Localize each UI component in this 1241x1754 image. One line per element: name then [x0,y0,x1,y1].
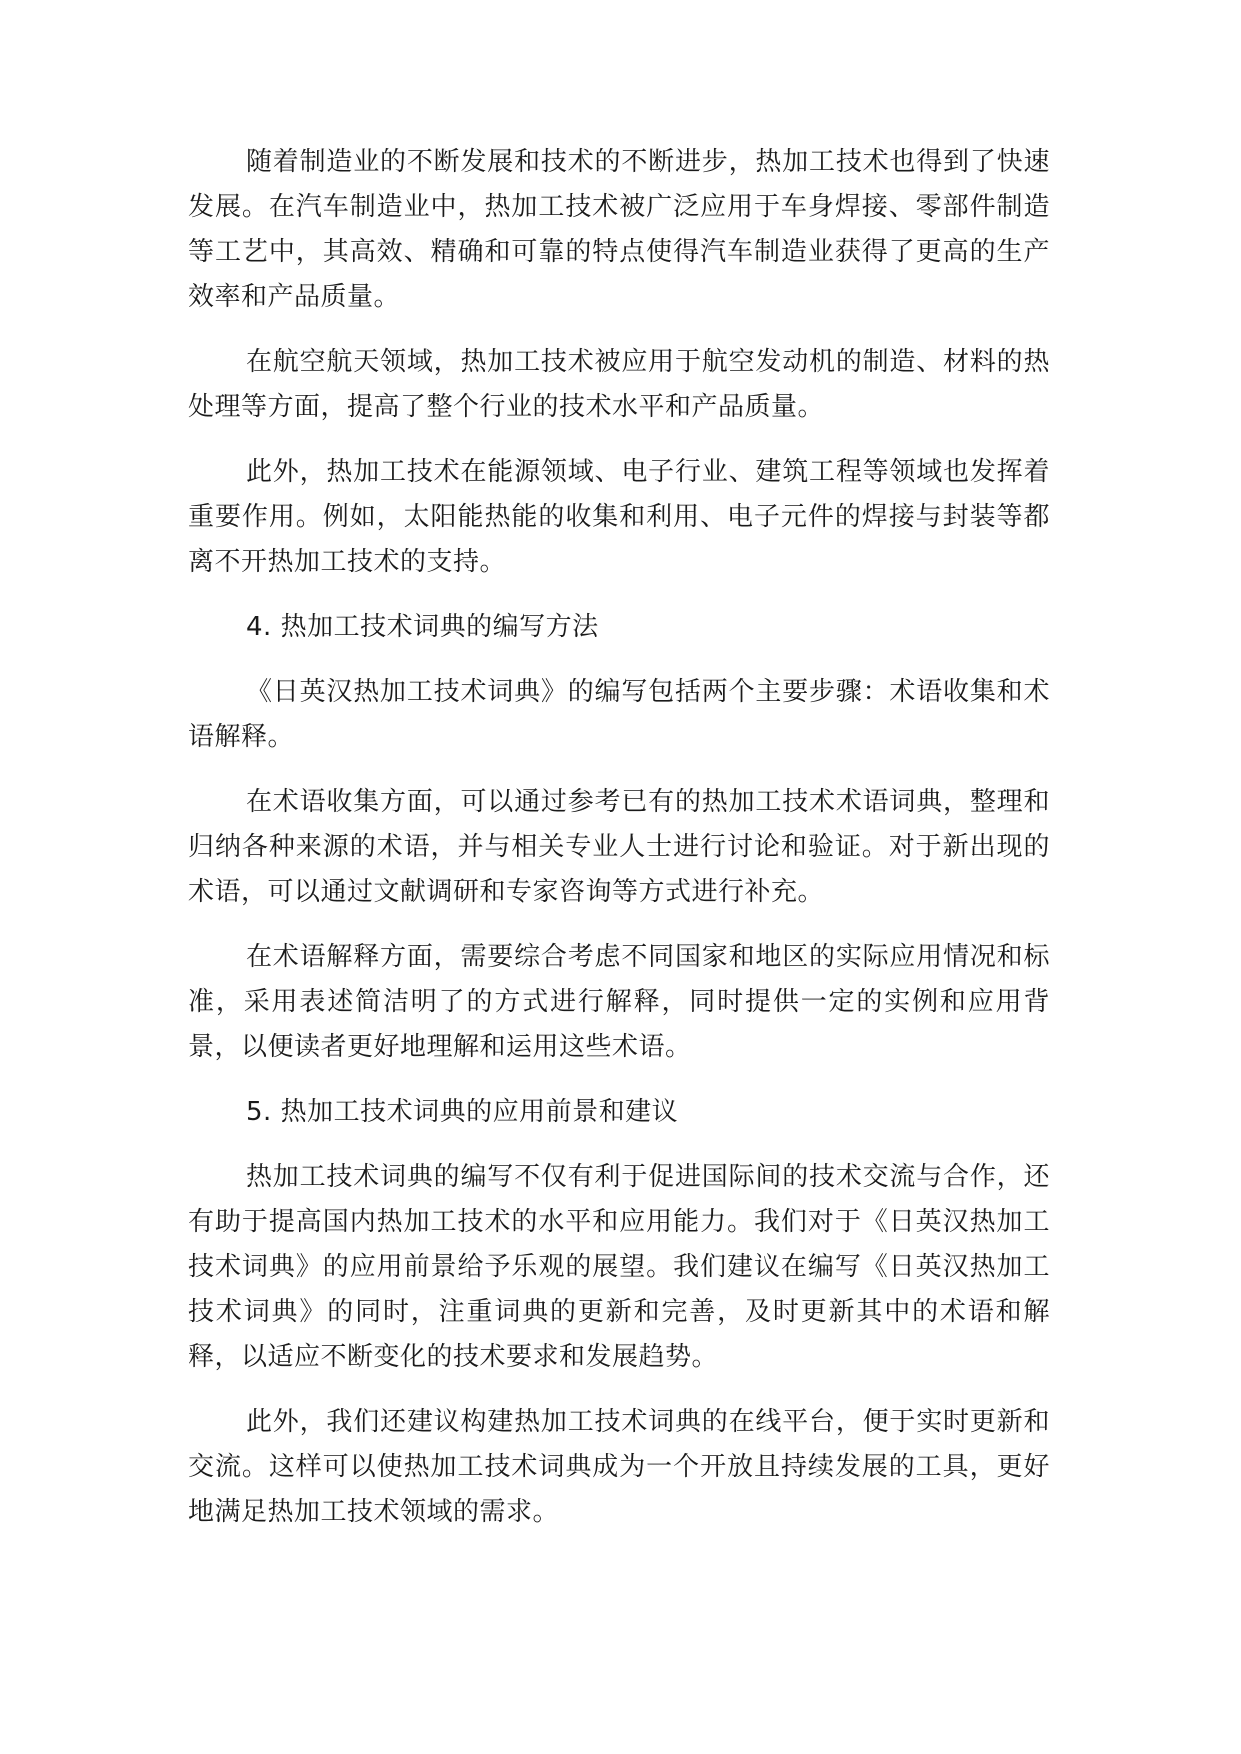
paragraph: 《日英汉热加工技术词典》的编写包括两个主要步骤：术语收集和术语解释。 [188,677,1050,752]
paragraph: 热加工技术词典的编写不仅有利于促进国际间的技术交流与合作，还有助于提高国内热加工技术的水平和应用能力。我们对于《日英汉热加工技术词典》的应用前景给予乐观的展望。我们建议在编写《日英汉热加工技术词典》的同时，注重词典的更新和完善，及时更新其中的术语和解释，以适应不断变化的技术要求和发展趋势。 [188,1162,1050,1372]
paragraph: 在航空航天领域，热加工技术被应用于航空发动机的制造、材料的热处理等方面，提高了整个行业的技术水平和产品质量。 [188,347,1050,422]
paragraph: 此外，我们还建议构建热加工技术词典的在线平台，便于实时更新和交流。这样可以使热加工技术词典成为一个开放且持续发展的工具，更好地满足热加工技术领域的需求。 [188,1407,1050,1527]
section-heading: 4. 热加工技术词典的编写方法 [246,612,599,642]
paragraph: 在术语收集方面，可以通过参考已有的热加工技术术语词典，整理和归纳各种来源的术语，并与相关专业人士进行讨论和验证。对于新出现的术语，可以通过文献调研和专家咨询等方式进行补充。 [188,787,1050,907]
paragraph: 此外，热加工技术在能源领域、电子行业、建筑工程等领域也发挥着重要作用。例如，太阳能热能的收集和利用、电子元件的焊接与封装等都离不开热加工技术的支持。 [188,457,1050,577]
paragraph: 随着制造业的不断发展和技术的不断进步，热加工技术也得到了快速发展。在汽车制造业中，热加工技术被广泛应用于车身焊接、零部件制造等工艺中，其高效、精确和可靠的特点使得汽车制造业获得了更高的生产效率和产品质量。 [188,147,1050,312]
section-heading: 5. 热加工技术词典的应用前景和建议 [246,1097,679,1127]
paragraph: 在术语解释方面，需要综合考虑不同国家和地区的实际应用情况和标准，采用表述简洁明了的方式进行解释，同时提供一定的实例和应用背景，以便读者更好地理解和运用这些术语。 [188,942,1050,1062]
document-body [188,140,1050,1555]
